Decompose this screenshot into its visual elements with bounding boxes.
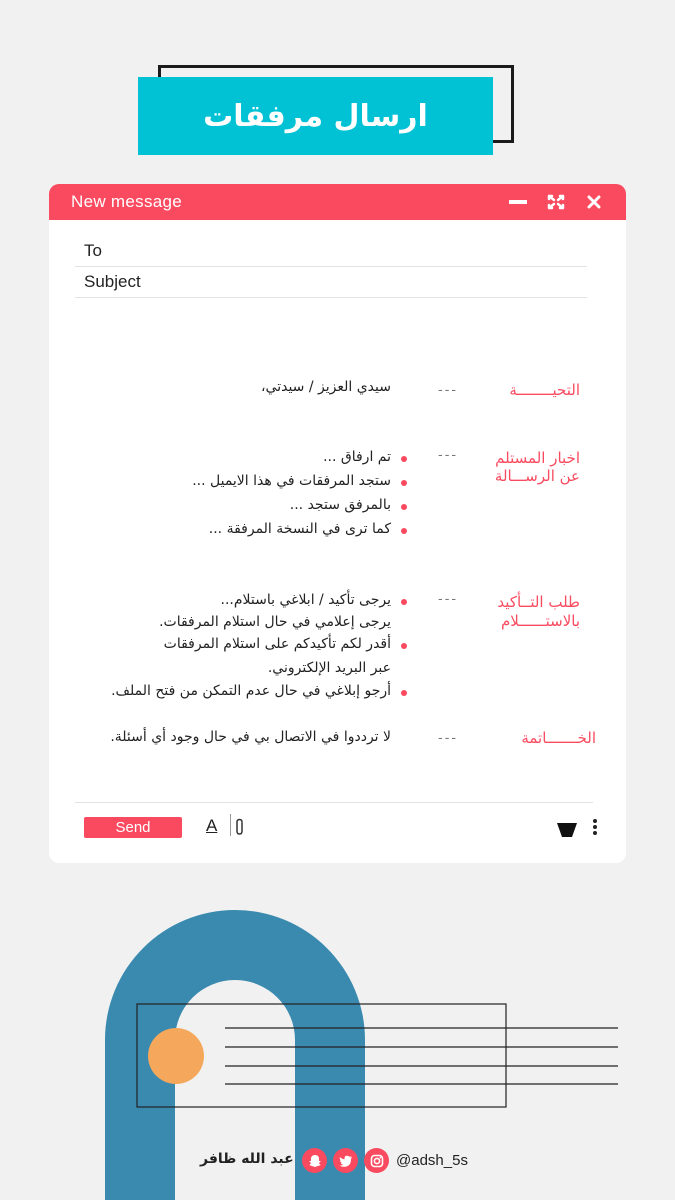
toolbar-divider [75,802,593,803]
inform-label-line1: اخبار المستلم [495,449,580,467]
confirm-item: يرجى إعلامي في حال استلام المرفقات. [159,614,391,630]
closing-label: الخـــــــاتمة [521,729,596,747]
inform-item: بالمرفق ستجد ... [289,497,391,513]
social-handle: @adsh_5s [396,1152,468,1169]
send-button[interactable]: Send [84,817,182,838]
to-field[interactable] [75,235,587,267]
inform-item: كما ترى في النسخة المرفقة ... [208,521,391,537]
subject-field[interactable] [75,266,587,298]
confirm-item: عبر البريد الإلكتروني. [267,660,391,676]
paperclip-icon[interactable] [234,818,246,840]
new-message-window [49,184,626,863]
inform-label-line2: عن الرســـالة [494,467,580,485]
closing-dash: --- [438,731,459,746]
window-controls [508,192,604,212]
inform-item: تم ارفاق ... [323,449,391,465]
expand-icon[interactable] [546,192,566,212]
confirm-item: أقدر لكم تأكيدكم على استلام المرفقات [163,636,391,652]
toolbar-separator [230,814,231,836]
minimize-icon[interactable] [508,192,528,212]
confirm-label-line2: بالاستــــــلام [501,612,580,630]
trash-icon[interactable] [557,822,577,841]
instagram-icon[interactable] [364,1148,389,1173]
more-vertical-icon[interactable] [592,818,598,840]
greeting-dash: --- [438,383,459,398]
title-banner [138,77,493,155]
confirm-dash: --- [438,592,459,607]
page-title: ارسال مرفقات [203,98,428,134]
closing-text: لا ترددوا في الاتصال بي في حال وجود أي أسئلة. [110,729,391,745]
snapchat-icon[interactable] [302,1148,327,1173]
to-label: To [84,240,102,260]
subject-label: Subject [84,271,141,291]
greeting-label: التحيــــــــة [509,381,580,399]
confirm-label-line1: طلب التــأكيد [497,593,580,611]
format-text-button[interactable]: A [206,816,218,835]
greeting-text: سيدي العزيز / سيدتي، [261,379,391,395]
inform-item: ستجد المرفقات في هذا الايميل ... [192,473,391,489]
window-title: New message [71,192,183,211]
close-icon[interactable] [584,192,604,212]
window-titlebar [49,184,626,220]
twitter-icon[interactable] [333,1148,358,1173]
confirm-item: أرجو إبلاغي في حال عدم التمكن من فتح الملف. [111,683,391,699]
inform-dash: --- [438,448,459,463]
author-name: عبد الله ظافر [200,1151,294,1167]
confirm-item: يرجى تأكيد / ابلاغي باستلام... [220,592,391,608]
